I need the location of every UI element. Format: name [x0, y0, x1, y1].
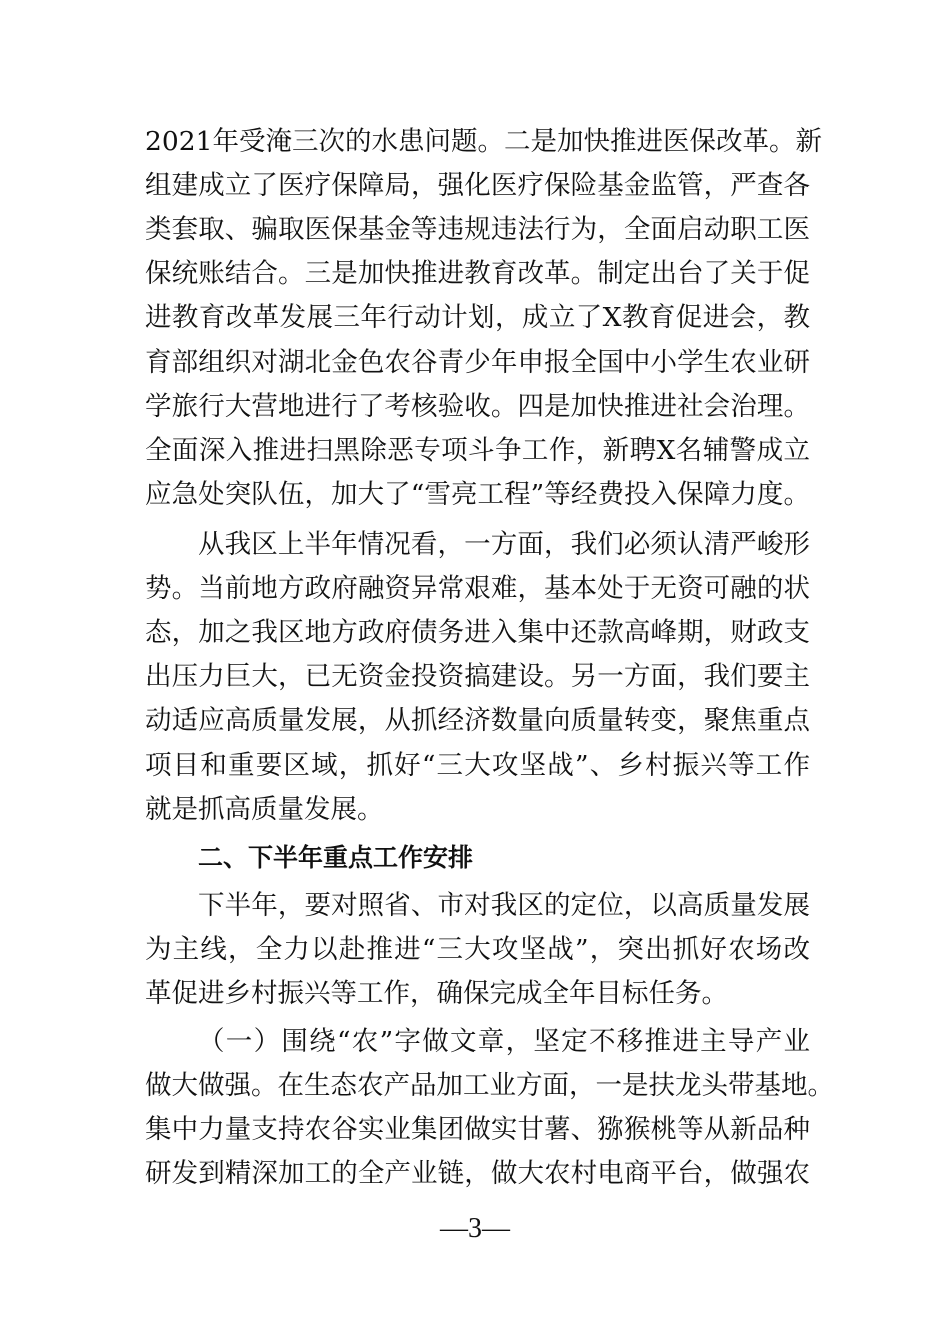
body-text-line: 类套取、骗取医保基金等违规违法行为，全面启动职工医 [145, 214, 810, 245]
body-text-line: 组建成立了医疗保障局，强化医疗保险基金监管，严查各 [145, 170, 810, 201]
body-text-line: 育部组织对湖北金色农谷青少年申报全国中小学生农业研 [145, 347, 810, 378]
body-text-line: 集中力量支持农谷实业集团做实甘薯、猕猴桃等从新品种 [145, 1114, 810, 1145]
body-text-line: 项目和重要区域，抓好“三大攻坚战”、乡村振兴等工作 [145, 750, 810, 781]
section-heading: 二、下半年重点工作安排 [198, 843, 474, 872]
body-text-line: 做大做强。在生态农产品加工业方面，一是扶龙头带基地。 [145, 1070, 834, 1101]
body-text-line: 全面深入推进扫黑除恶专项斗争工作，新聘X名辅警成立 [145, 435, 810, 466]
body-text-line: 进教育改革发展三年行动计划，成立了X教育促进会，教 [145, 302, 810, 333]
body-text-line: 势。当前地方政府融资异常艰难，基本处于无资可融的状 [145, 573, 810, 604]
paragraph-first-line: 下半年，要对照省、市对我区的定位，以高质量发展 [198, 890, 810, 921]
paragraph-first-line: 从我区上半年情况看，一方面，我们必须认清严峻形 [198, 529, 810, 560]
subsection-heading-line: （一）围绕“农”字做文章，坚定不移推进主导产业 [198, 1026, 810, 1057]
body-text-line: 为主线，全力以赴推进“三大攻坚战”，突出抓好农场改 [145, 934, 810, 965]
page-number: —3— [440, 1213, 510, 1244]
body-text-line: 态，加之我区地方政府债务进入集中还款高峰期，财政支 [145, 617, 810, 648]
body-text-line: 动适应高质量发展，从抓经济数量向质量转变，聚焦重点 [145, 705, 810, 736]
body-text-line: 学旅行大营地进行了考核验收。四是加快推进社会治理。 [145, 391, 810, 422]
body-text-line: 革促进乡村振兴等工作，确保完成全年目标任务。 [145, 978, 728, 1009]
body-text-line: 保统账结合。三是加快推进教育改革。制定出台了关于促 [145, 258, 810, 289]
body-text-line: 出压力巨大，已无资金投资搞建设。另一方面，我们要主 [145, 661, 810, 692]
body-text-line: 2021年受淹三次的水患问题。二是加快推进医保改革。新 [145, 126, 822, 157]
body-text-line: 应急处突队伍，加大了“雪亮工程”等经费投入保障力度。 [145, 479, 810, 510]
body-text-line: 就是抓高质量发展。 [145, 794, 384, 825]
body-text-line: 研发到精深加工的全产业链，做大农村电商平台，做强农 [145, 1158, 810, 1189]
